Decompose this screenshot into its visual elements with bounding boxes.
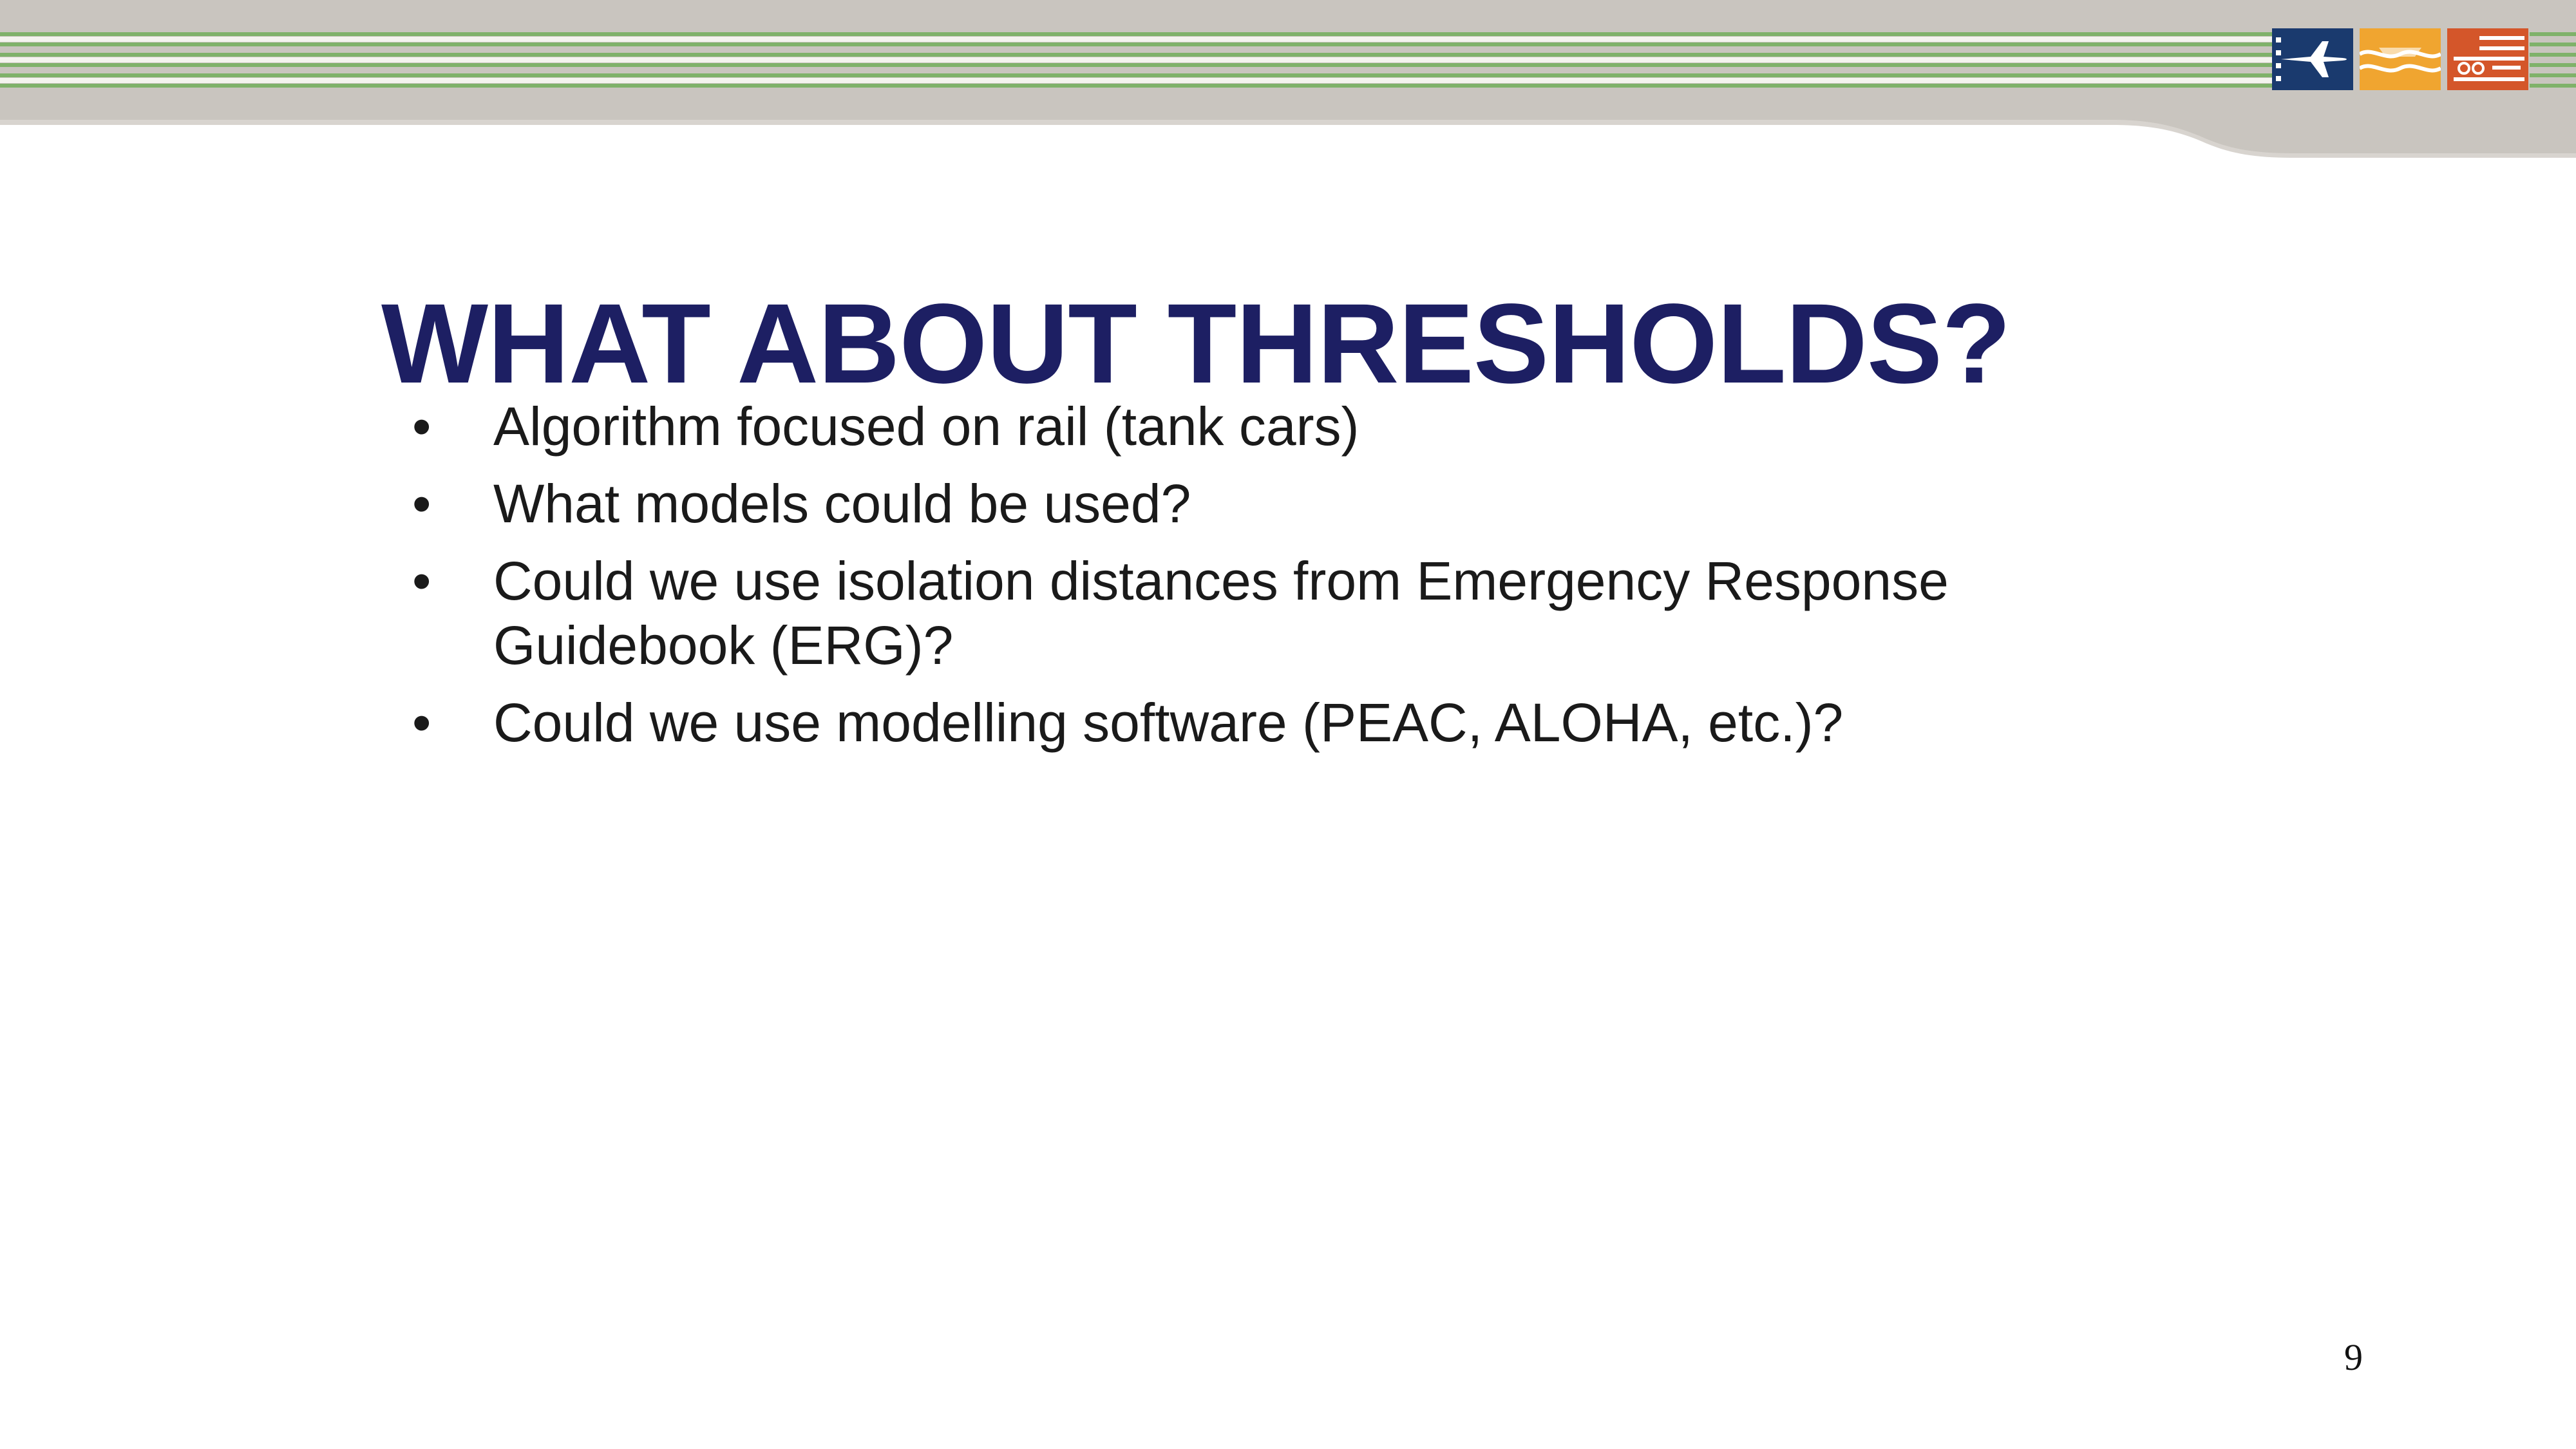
bullet-list — [412, 394, 2022, 768]
bullet-marker: • — [412, 473, 431, 534]
bullet-text: Could we use modelling software (PEAC, ALOHA, etc.)? — [493, 692, 1844, 753]
bullet-marker: • — [412, 692, 431, 753]
airplane-icon — [2272, 28, 2353, 90]
header-logos — [2272, 28, 2530, 91]
waves-icon — [2360, 28, 2441, 90]
bullet-marker: • — [412, 396, 431, 457]
railway-icon — [2447, 28, 2528, 90]
bullet-text: Algorithm focused on rail (tank cars) — [493, 396, 1359, 457]
bullet-text: Could we use isolation distances from Emergency Response Guidebook (ERG)? — [493, 551, 1949, 676]
list-item — [412, 394, 2022, 459]
header-stripes — [0, 0, 2576, 161]
bullet-text: What models could be used? — [493, 473, 1191, 534]
list-item — [412, 471, 2022, 536]
header-banner — [0, 0, 2576, 161]
page-number: 9 — [2344, 1336, 2363, 1378]
list-item — [412, 690, 2022, 755]
slide-title: WHAT ABOUT THRESHOLDS? — [381, 280, 2011, 407]
list-item — [412, 549, 2022, 677]
bullet-marker: • — [412, 551, 431, 611]
